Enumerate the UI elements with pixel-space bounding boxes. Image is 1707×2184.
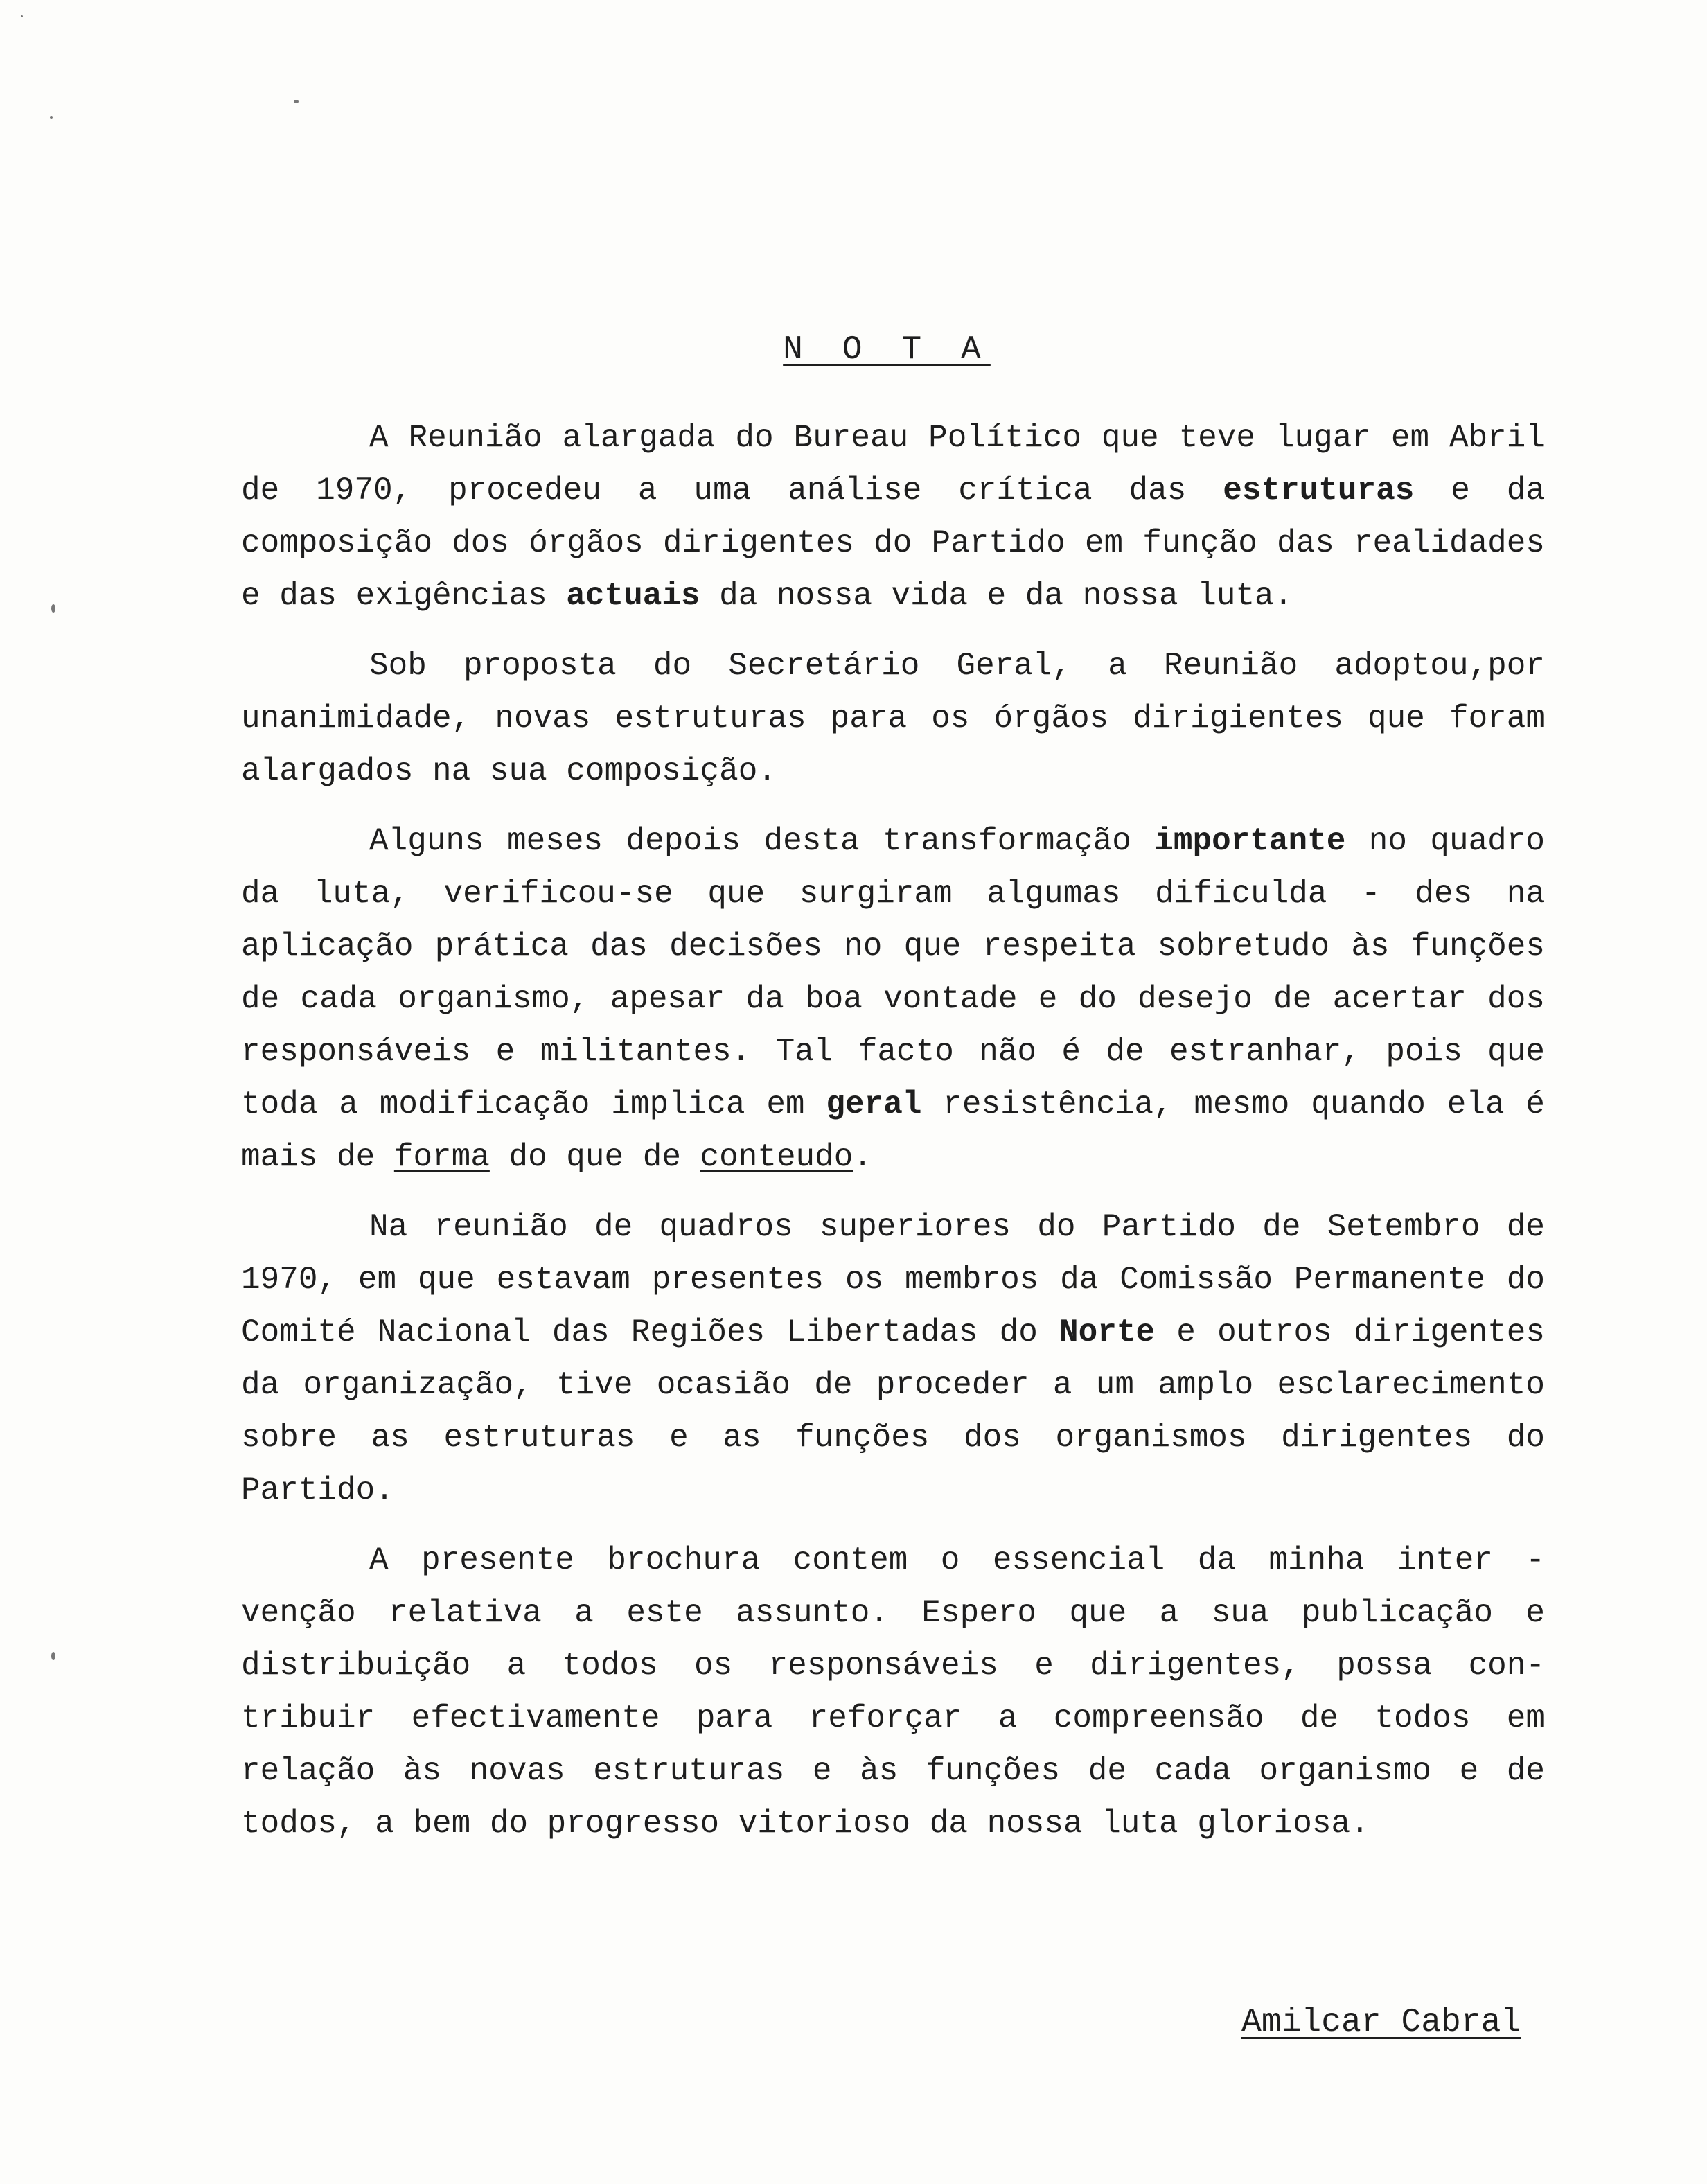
paragraph-1-text: A Reunião alargada do Bureau Político que teve lugar em Abril de 1970, procedeu a uma análise crítica das [241,420,1545,509]
paragraph-4-bold-word: Norte [1059,1314,1156,1350]
paper-speck [51,604,55,613]
paragraph-5: A presente brochura contem o essencial da minha inter - venção relativa a este assunto. Espero que a sua publicação e distribuição a todos os responsáveis e dirigentes, possa con- tribuir efectivamente para reforçar a compreensão de todos em relação às novas estruturas e às funções de cada organismo e de todos, a bem do progresso vitorioso da nossa luta gloriosa. [241,1542,1545,1842]
paragraph-1-bold-word: estruturas [1223,473,1415,509]
paragraph-1-text-cont: e da composição dos órgãos dirigentes do Partido em função das realidades e das exigências [241,473,1545,614]
paper-speck [294,100,299,103]
paragraph-1-overtyped-word: actuais [566,578,700,614]
paragraph-1-text-end: da nossa vida e da nossa luta. [700,578,1293,614]
signature: Amilcar Cabral [1241,2004,1521,2041]
paragraph-3-text: Alguns meses depois desta transformação [369,823,1155,859]
paragraph-4 [241,1201,1545,1517]
paragraph-3-text-cont-3: do que de [489,1139,700,1175]
paragraph-3-text-cont: no quadro da luta, verificou-se que surgiram algumas dificulda - des na aplicação prática das decisões no que respeita sobretudo às funções de cada organismo, apesar da boa vontade e do desejo de acertar dos responsáveis e militantes. Tal facto não é de estranhar, pois que toda a modificação implica em [241,823,1545,1122]
paragraph-3-text-cont-2: resistência, mesmo quando ela é mais de [241,1086,1546,1175]
paragraph-3-underlined-conteudo: conteudo [700,1139,854,1175]
document-title: N O T A [783,331,991,369]
paragraph-1 [241,412,1545,622]
paragraph-4-text-end: e outros dirigentes da organização, tive ocasião de proceder a um amplo esclarecimento sobre as estruturas e as funções dos organismos dirigentes do Partido. [241,1314,1545,1508]
paragraph-2: Sob proposta do Secretário Geral, a Reunião adoptou,por unanimidade, novas estruturas para os órgãos dirigientes que foram alargados na sua composição. [241,648,1545,789]
paper-speck [51,1652,55,1660]
paragraph-4-text: Na reunião de quadros superiores do Partido de Setembro de 1970, em que estavam presentes os membros da Comissão Permanente do Comité Nacional das Regiões Libertadas do [241,1209,1545,1350]
paragraph-3 [241,815,1545,1183]
paragraph-3-bold-word: importante [1154,823,1346,859]
paper-speck [21,15,23,17]
paragraph-3-underlined-forma: forma [393,1139,490,1175]
document-body [241,412,1545,1867]
paragraph-3-bold-word-2: geral [826,1086,922,1122]
paragraph-3-text-end: . [853,1139,872,1175]
paper-speck [50,116,53,119]
